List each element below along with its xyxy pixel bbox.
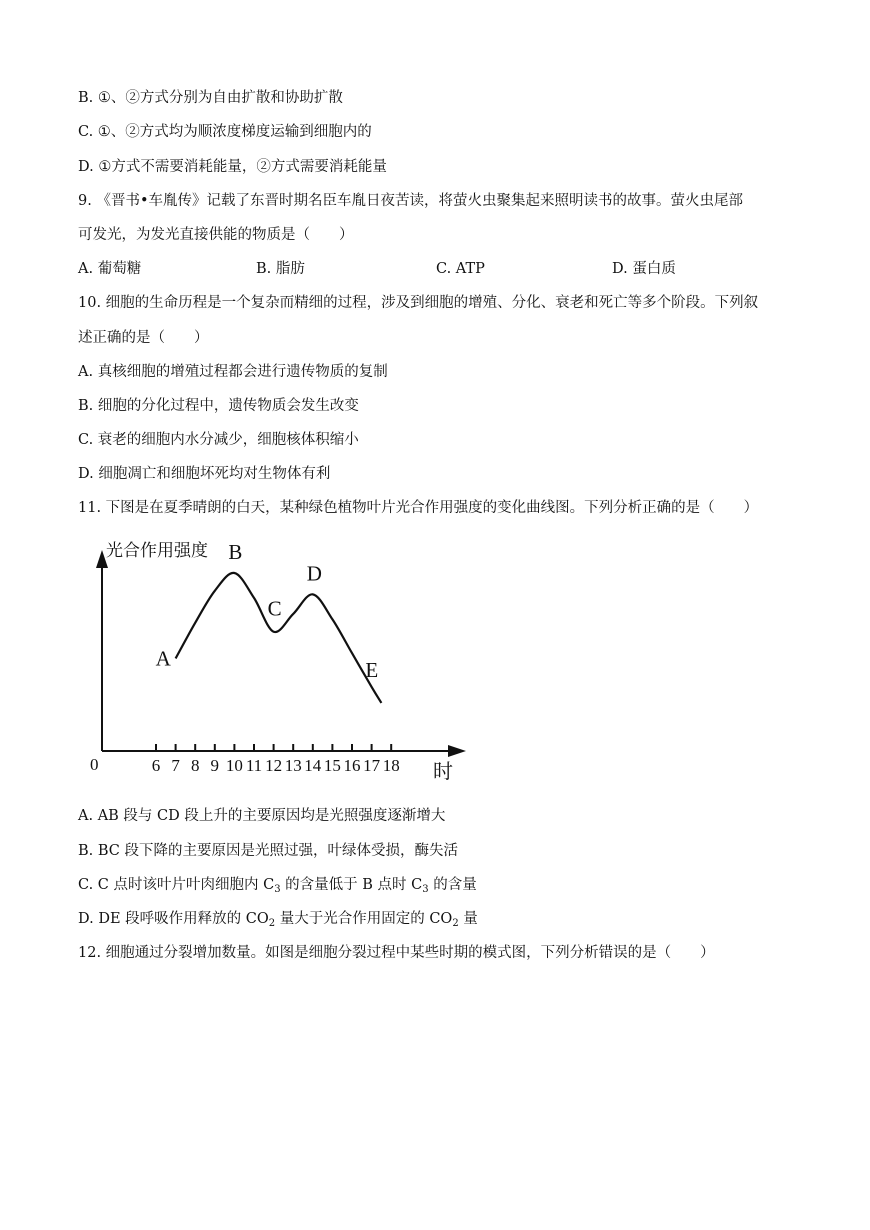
x-ticks bbox=[152, 744, 400, 775]
y-axis-label: 光合作用强度 bbox=[106, 541, 208, 560]
x-axis-label: 时 bbox=[433, 761, 453, 783]
origin-label: 0 bbox=[90, 755, 99, 774]
x-tick-label: 7 bbox=[171, 756, 180, 775]
q11-option-a: A. AB 段与 CD 段上升的主要原因均是光照强度逐渐增大 bbox=[78, 808, 446, 824]
point-labels bbox=[156, 540, 379, 682]
q11-option-b: B. BC 段下降的主要原因是光照过强，叶绿体受损，酶失活 bbox=[78, 843, 458, 859]
point-label-b: B bbox=[228, 540, 243, 564]
q9-stem-line1: 9. 《晋书•车胤传》记载了东晋时期名臣车胤日夜苦读，将萤火虫聚集起来照明读书的故事。萤火虫尾部 bbox=[78, 193, 743, 209]
x-tick-label: 13 bbox=[284, 756, 302, 775]
q10-stem-line1: 10. 细胞的生命历程是一个复杂而精细的过程，涉及到细胞的增殖、分化、衰老和死亡等多个阶段。下列叙 bbox=[78, 295, 759, 311]
q10-stem-line2: 述正确的是（ ） bbox=[78, 330, 209, 346]
point-label-e: E bbox=[365, 657, 379, 682]
q11-option-d: D. DE 段呼吸作用释放的 $CO_2$ 量大于光合作用固定的 $CO_2$ 量 bbox=[78, 911, 478, 929]
photosynthesis-curve bbox=[176, 573, 382, 703]
x-tick-label: 14 bbox=[304, 756, 322, 775]
x-tick-label: 16 bbox=[343, 756, 361, 775]
x-tick-label: 8 bbox=[190, 756, 200, 775]
q10-option-a: A. 真核细胞的增殖过程都会进行遗传物质的复制 bbox=[78, 364, 388, 380]
point-label-a: A bbox=[155, 646, 171, 671]
q8-option-b: B. ①、②方式分别为自由扩散和协助扩散 bbox=[78, 90, 343, 106]
point-label-c: C bbox=[267, 596, 282, 621]
x-tick-label: 9 bbox=[210, 756, 220, 775]
point-label-d: D bbox=[306, 561, 322, 586]
q12-stem: 12. 细胞通过分裂增加数量。如图是细胞分裂过程中某些时期的模式图，下列分析错误的是（ ） bbox=[78, 945, 715, 961]
q10-option-c: C. 衰老的细胞内水分减少，细胞核体积缩小 bbox=[78, 432, 359, 448]
x-tick-label: 11 bbox=[245, 756, 263, 775]
q8-option-c: C. ①、②方式均为顺浓度梯度运输到细胞内的 bbox=[78, 124, 372, 140]
q10-option-b: B. 细胞的分化过程中，遗传物质会发生改变 bbox=[78, 398, 359, 414]
q9-option-a: A. 葡萄糖 bbox=[78, 261, 142, 277]
q9-option-c: C. ATP bbox=[436, 261, 485, 277]
x-tick-label: 15 bbox=[323, 756, 341, 775]
x-tick-label: 17 bbox=[363, 756, 381, 775]
x-axis-arrow-icon bbox=[448, 745, 466, 757]
q8-option-d: D. ①方式不需要消耗能量，②方式需要消耗能量 bbox=[78, 159, 387, 175]
q9-stem-line2: 可发光，为发光直接供能的物质是（ ） bbox=[78, 227, 354, 243]
q9-option-b: B. 脂肪 bbox=[256, 261, 305, 277]
q9-option-d: D. 蛋白质 bbox=[612, 261, 676, 277]
x-tick-label: 10 bbox=[225, 756, 243, 775]
x-tick-label: 6 bbox=[151, 756, 161, 775]
photosynthesis-curve-chart bbox=[80, 536, 480, 786]
x-tick-label: 12 bbox=[265, 756, 283, 775]
q11-option-c: C. C 点时该叶片叶肉细胞内 $C_3$ 的含量低于 B 点时 $C_3$ 的含量 bbox=[78, 877, 477, 895]
q11-stem: 11. 下图是在夏季晴朗的白天，某种绿色植物叶片光合作用强度的变化曲线图。下列分析正确的是（ ） bbox=[78, 500, 759, 516]
q10-option-d: D. 细胞凋亡和细胞坏死均对生物体有利 bbox=[78, 466, 331, 482]
x-tick-label: 18 bbox=[382, 756, 400, 775]
